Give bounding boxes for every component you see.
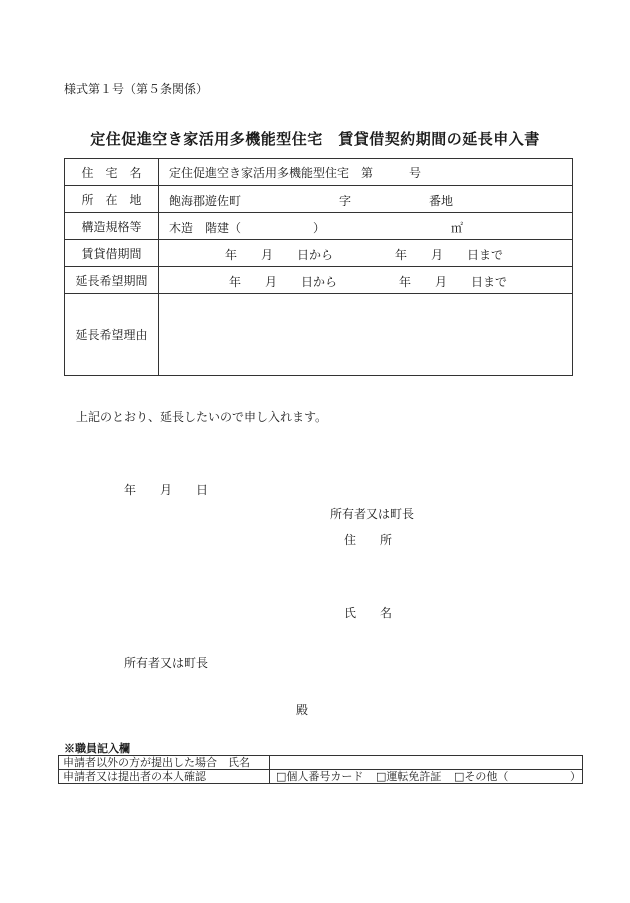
submitter-name-field[interactable] — [270, 756, 583, 770]
application-table — [64, 158, 573, 376]
table-row-structure — [65, 213, 573, 240]
address-label: 住 所 — [344, 533, 393, 547]
lease-from: 年 月 日から — [225, 248, 334, 262]
extension-to: 年 月 日まで — [399, 275, 508, 289]
structure-cell — [159, 213, 573, 240]
lease-label: 賃貸借期間 — [65, 240, 159, 267]
form-number: 様式第１号（第５条関係） — [64, 82, 209, 96]
staff-row-submitter — [59, 756, 583, 770]
structure-value: 木造 階建（ ） — [169, 221, 326, 235]
table-row-location — [65, 186, 573, 213]
location-aza: 字 — [339, 194, 352, 208]
housing-value: 定住促進空き家活用多機能型住宅 第 号 — [159, 159, 573, 186]
date-line: 年 月 日 — [124, 483, 209, 497]
check-drivers-license[interactable]: □運転免許証 — [376, 770, 442, 783]
extension-from: 年 月 日から — [229, 275, 338, 289]
location-label: 所 在 地 — [65, 186, 159, 213]
honorific: 殿 — [296, 703, 309, 717]
lease-to: 年 月 日まで — [395, 248, 504, 262]
staff-table — [58, 755, 583, 784]
check-other[interactable]: □その他（ — [454, 770, 509, 783]
staff-section-title: ※職員記入欄 — [64, 742, 130, 755]
extension-label: 延長希望期間 — [65, 267, 159, 294]
housing-label: 住 宅 名 — [65, 159, 159, 186]
check-mynumber-card[interactable]: □個人番号カード — [276, 770, 364, 783]
extension-cell — [159, 267, 573, 294]
name-label: 氏 名 — [344, 606, 393, 620]
owner-title: 所有者又は町長 — [330, 507, 415, 521]
table-row-extension — [65, 267, 573, 294]
reason-input-area[interactable] — [159, 294, 573, 376]
location-town: 飽海郡遊佐町 — [169, 194, 242, 208]
identity-label: 申請者又は提出者の本人確認 — [59, 770, 270, 784]
identity-checks — [270, 770, 583, 784]
table-row-reason — [65, 294, 573, 376]
staff-row-identity — [59, 770, 583, 784]
document-title: 定住促進空き家活用多機能型住宅 賃貸借契約期間の延長申入書 — [90, 130, 540, 148]
location-banchi: 番地 — [429, 194, 454, 208]
submitter-label: 申請者以外の方が提出した場合 氏名 — [59, 756, 270, 770]
location-cell — [159, 186, 573, 213]
structure-unit: ㎡ — [451, 221, 464, 235]
structure-label: 構造規格等 — [65, 213, 159, 240]
check-other-close: ） — [570, 770, 581, 783]
statement-text: 上記のとおり、延長したいので申し入れます。 — [76, 410, 328, 424]
table-row-lease — [65, 240, 573, 267]
lease-cell — [159, 240, 573, 267]
table-row-housing — [65, 159, 573, 186]
reason-label: 延長希望理由 — [65, 294, 159, 376]
addressee: 所有者又は町長 — [124, 656, 209, 670]
